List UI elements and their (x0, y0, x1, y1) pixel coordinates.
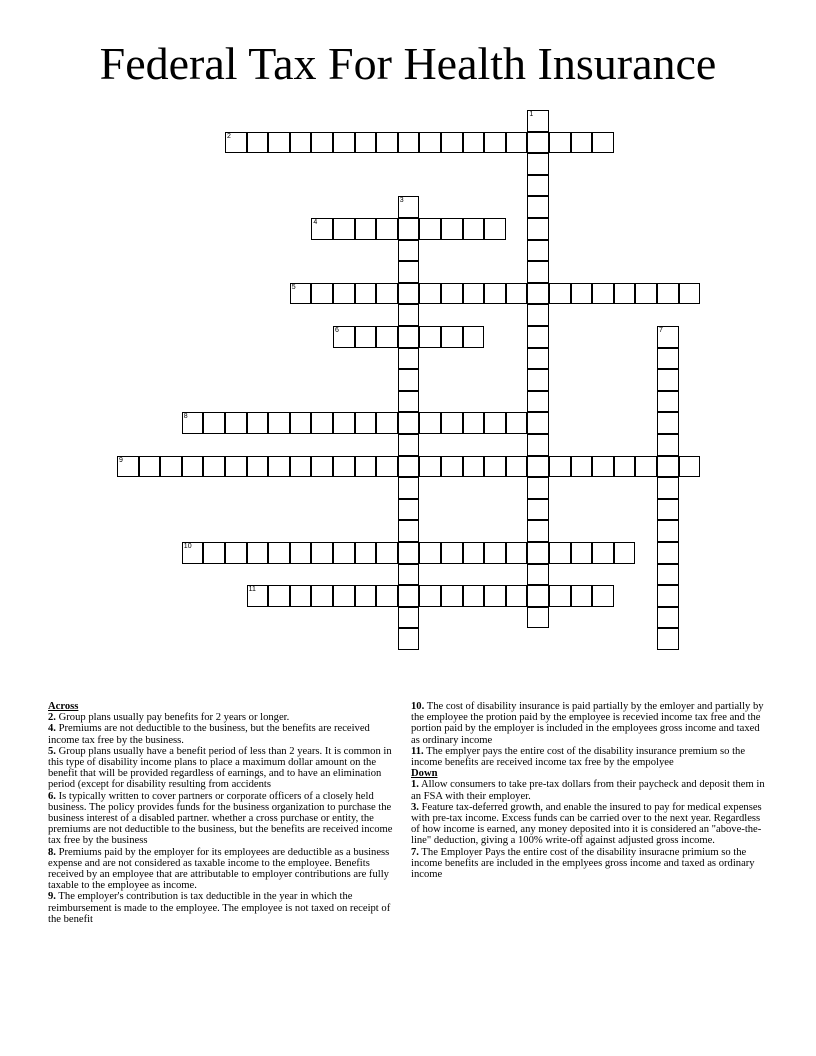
grid-cell[interactable] (657, 520, 679, 542)
grid-cell[interactable] (419, 542, 441, 564)
grid-cell[interactable] (398, 132, 420, 154)
grid-cell[interactable] (441, 412, 463, 434)
grid-cell[interactable] (484, 283, 506, 305)
grid-cell[interactable] (463, 283, 485, 305)
grid-cell[interactable] (549, 585, 571, 607)
grid-cell[interactable] (419, 585, 441, 607)
grid-cell[interactable] (527, 283, 549, 305)
grid-cell[interactable] (527, 153, 549, 175)
grid-cell[interactable] (376, 326, 398, 348)
grid-cell[interactable] (398, 520, 420, 542)
grid-cell[interactable] (571, 456, 593, 478)
grid-cell[interactable] (398, 348, 420, 370)
grid-cell[interactable] (268, 542, 290, 564)
grid-cell[interactable] (419, 456, 441, 478)
grid-cell[interactable] (225, 456, 247, 478)
grid-cell[interactable] (527, 542, 549, 564)
grid-cell[interactable] (527, 110, 549, 132)
clue-across-4: 4. Premiums are not deductible to the business, but the benefits are received income tax free by the business. (48, 723, 370, 746)
clue-number: 9 (119, 456, 123, 464)
clue-down-7: 7. The Employer Pays the entire cost of the disability insuracne primium so the income benefits are included in the emplyees gross income and taxed as ordinary income (411, 846, 755, 881)
grid-cell[interactable] (182, 456, 204, 478)
grid-cell[interactable] (398, 196, 420, 218)
grid-cell[interactable] (657, 391, 679, 413)
grid-cell[interactable] (679, 283, 701, 305)
grid-cell[interactable] (290, 542, 312, 564)
grid-cell[interactable] (549, 456, 571, 478)
grid-cell[interactable] (376, 132, 398, 154)
clue-across-5: 5. Group plans usually have a benefit period of less than 2 years. It is common in this type of disability income plans to place a maximum dollar amount on the benefit that will be provided regardless of earnings, and to have an elimination period (except for disability resulting from accidents (48, 745, 392, 791)
grid-cell[interactable] (290, 456, 312, 478)
grid-cell[interactable] (398, 499, 420, 521)
grid-cell[interactable] (333, 585, 355, 607)
grid-cell[interactable] (527, 564, 549, 586)
grid-cell[interactable] (290, 132, 312, 154)
grid-cell[interactable] (419, 326, 441, 348)
grid-cell[interactable] (657, 585, 679, 607)
grid-cell[interactable] (355, 326, 377, 348)
grid-cell[interactable] (614, 283, 636, 305)
grid-cell[interactable] (527, 326, 549, 348)
grid-cell[interactable] (160, 456, 182, 478)
grid-cell[interactable] (463, 585, 485, 607)
grid-cell[interactable] (506, 456, 528, 478)
clue-across-2: 2. Group plans usually pay benefits for 2 years or longer. (48, 712, 290, 724)
down-heading: Down (411, 768, 438, 780)
grid-cell[interactable] (571, 283, 593, 305)
grid-cell[interactable] (484, 218, 506, 240)
grid-cell[interactable] (614, 542, 636, 564)
grid-cell[interactable] (290, 283, 312, 305)
grid-cell[interactable] (527, 607, 549, 629)
grid-cell[interactable] (376, 283, 398, 305)
grid-cell[interactable] (398, 564, 420, 586)
grid-cell[interactable] (592, 283, 614, 305)
grid-cell[interactable] (592, 585, 614, 607)
grid-cell[interactable] (527, 175, 549, 197)
clues-right-column (411, 701, 769, 880)
clue-number: 5 (291, 283, 296, 291)
grid-cell[interactable] (182, 412, 204, 434)
grid-cell[interactable] (463, 542, 485, 564)
grid-cell[interactable] (203, 456, 225, 478)
grid-cell[interactable] (268, 132, 290, 154)
clue-number: 4 (313, 219, 318, 226)
grid-cell[interactable] (506, 542, 528, 564)
grid-cell[interactable] (527, 520, 549, 542)
grid-cell[interactable] (398, 542, 420, 564)
grid-cell[interactable] (506, 412, 528, 434)
grid-cell[interactable] (441, 132, 463, 154)
grid-cell[interactable] (419, 132, 441, 154)
grid-cell[interactable] (333, 326, 355, 348)
grid-cell[interactable] (290, 412, 312, 434)
grid-cell[interactable] (311, 585, 333, 607)
grid-cell[interactable] (376, 585, 398, 607)
grid-cell[interactable] (527, 240, 549, 262)
grid-cell[interactable] (484, 412, 506, 434)
grid-cell[interactable] (441, 456, 463, 478)
grid-cell[interactable] (657, 283, 679, 305)
grid-cell[interactable] (527, 304, 549, 326)
grid-cell[interactable] (527, 218, 549, 240)
grid-cell[interactable] (311, 412, 333, 434)
grid-cell[interactable] (247, 412, 269, 434)
grid-cell[interactable] (635, 456, 657, 478)
grid-cell[interactable] (549, 132, 571, 154)
grid-cell[interactable] (247, 585, 269, 607)
grid-cell[interactable] (463, 456, 485, 478)
grid-cell[interactable] (311, 218, 333, 240)
grid-cell[interactable] (311, 132, 333, 154)
grid-cell[interactable] (657, 369, 679, 391)
grid-cell[interactable] (527, 477, 549, 499)
grid-cell[interactable] (333, 132, 355, 154)
grid-cell[interactable] (355, 132, 377, 154)
clue-across-8: 8. Premiums paid by the employer for its employees are deductible as a business expense and are not considered as taxable income to the employee. Benefits received by an employee that are attributable to employer contributions are fully taxable to the employee as income. (48, 846, 390, 892)
grid-cell[interactable] (463, 412, 485, 434)
clue-number: 8 (183, 413, 188, 421)
grid-cell[interactable] (657, 542, 679, 564)
grid-cell[interactable] (376, 456, 398, 478)
grid-cell[interactable] (268, 585, 290, 607)
grid-cell[interactable] (527, 499, 549, 521)
clue-number: 2 (227, 132, 231, 140)
grid-cell[interactable] (398, 477, 420, 499)
grid-cell[interactable] (527, 585, 549, 607)
grid-cell[interactable] (419, 218, 441, 240)
grid-cell[interactable] (527, 196, 549, 218)
grid-cell[interactable] (355, 412, 377, 434)
clue-number: 11 (248, 586, 256, 594)
grid-cell[interactable] (463, 326, 485, 348)
grid-cell[interactable] (441, 542, 463, 564)
grid-cell[interactable] (311, 542, 333, 564)
grid-cell[interactable] (614, 456, 636, 478)
grid-cell[interactable] (398, 261, 420, 283)
clue-down-3: 3. Feature tax-deferred growth, and enable the insured to pay for medical expenses with pre-tax income. Excess funds can be carried over to the next year. Regardless of how income is earned, any money deposited into it is considered an "above-the-line" deduction, giving a 100% write-off against adjusted gross income. (411, 801, 762, 847)
grid-cell[interactable] (657, 477, 679, 499)
grid-cell[interactable] (398, 585, 420, 607)
grid-cell[interactable] (635, 283, 657, 305)
clue-across-9: 9. The employer's contribution is tax deductible in the year in which the reimbursement is made to the employee. The employee is not taxed on receipt of the benefit (48, 891, 391, 925)
grid-cell[interactable] (398, 240, 420, 262)
grid-cell[interactable] (376, 412, 398, 434)
grid-cell[interactable] (441, 326, 463, 348)
grid-cell[interactable] (117, 456, 139, 478)
grid-cell[interactable] (527, 391, 549, 413)
grid-cell[interactable] (268, 412, 290, 434)
clue-number: 6 (335, 327, 339, 334)
grid-cell[interactable] (355, 218, 377, 240)
grid-cell[interactable] (657, 607, 679, 629)
clue-across-11: 11. The emplyer pays the entire cost of the disability insurance premium so the income benefits are received income tax free by the empolyee (411, 745, 746, 769)
grid-cell[interactable] (419, 412, 441, 434)
grid-cell[interactable] (484, 132, 506, 154)
grid-cell[interactable] (355, 585, 377, 607)
grid-cell[interactable] (506, 132, 528, 154)
grid-cell[interactable] (333, 412, 355, 434)
grid-cell[interactable] (484, 456, 506, 478)
clue-across-6: 6. Is typically written to cover partners or corporate officers of a closely held business. The policy provides funds for the business organization to purchase the business interest of a disabled partner. whether a cross purchase or entity, the premiums are not deductible to the business, but the benefits are received income tax free by the business (48, 790, 393, 847)
grid-cell[interactable] (247, 542, 269, 564)
grid-cell[interactable] (247, 132, 269, 154)
clue-down-1: 1. Allow consumers to take pre-tax dollars from their paycheck and deposit them in an FSA with their employer. (411, 779, 765, 802)
grid-cell[interactable] (657, 456, 679, 478)
grid-cell[interactable] (398, 304, 420, 326)
grid-cell[interactable] (592, 456, 614, 478)
grid-cell[interactable] (657, 564, 679, 586)
grid-cell[interactable] (376, 218, 398, 240)
grid-cell[interactable] (268, 456, 290, 478)
grid-cell[interactable] (527, 132, 549, 154)
grid-cell[interactable] (527, 456, 549, 478)
grid-cell[interactable] (139, 456, 161, 478)
grid-cell[interactable] (376, 542, 398, 564)
grid-cell[interactable] (441, 585, 463, 607)
grid-cell[interactable] (657, 326, 679, 348)
clue-number: 1 (529, 111, 534, 118)
grid-cell[interactable] (527, 412, 549, 434)
grid-cell[interactable] (333, 283, 355, 305)
grid-cell[interactable] (592, 132, 614, 154)
grid-cell[interactable] (571, 585, 593, 607)
grid-cell[interactable] (398, 607, 420, 629)
grid-cell[interactable] (398, 412, 420, 434)
grid-cell[interactable] (333, 456, 355, 478)
grid-cell[interactable] (398, 434, 420, 456)
grid-cell[interactable] (527, 348, 549, 370)
grid-cell[interactable] (203, 542, 225, 564)
grid-cell[interactable] (657, 628, 679, 650)
grid-cell[interactable] (398, 283, 420, 305)
grid-cell[interactable] (441, 283, 463, 305)
grid-cell[interactable] (225, 132, 247, 154)
grid-cell[interactable] (182, 542, 204, 564)
clue-number: 7 (659, 327, 663, 334)
grid-cell[interactable] (333, 542, 355, 564)
grid-cell[interactable] (311, 456, 333, 478)
grid-cell[interactable] (355, 542, 377, 564)
grid-cell[interactable] (549, 283, 571, 305)
grid-cell[interactable] (398, 391, 420, 413)
clue-number: 10 (183, 543, 192, 550)
grid-cell[interactable] (463, 132, 485, 154)
grid-cell[interactable] (463, 218, 485, 240)
across-heading: Across (48, 701, 79, 712)
clue-across-10: 10. The cost of disability insurance is paid partially by the emloyer and partially by the employee the protion paid by the employee is recevied income tax free and the portion paid by the employer is included in the employees gross income and taxed as ordinary income (411, 701, 764, 746)
grid-cell[interactable] (398, 218, 420, 240)
grid-cell[interactable] (527, 369, 549, 391)
grid-cell[interactable] (484, 585, 506, 607)
grid-cell[interactable] (657, 434, 679, 456)
grid-cell[interactable] (441, 218, 463, 240)
grid-cell[interactable] (571, 132, 593, 154)
grid-cell[interactable] (592, 542, 614, 564)
grid-cell[interactable] (527, 261, 549, 283)
grid-cell[interactable] (419, 283, 441, 305)
clue-number: 3 (399, 197, 404, 205)
grid-cell[interactable] (549, 542, 571, 564)
grid-cell[interactable] (657, 348, 679, 370)
grid-cell[interactable] (506, 585, 528, 607)
grid-cell[interactable] (311, 283, 333, 305)
grid-cell[interactable] (333, 218, 355, 240)
grid-cell[interactable] (355, 283, 377, 305)
grid-cell[interactable] (225, 412, 247, 434)
grid-cell[interactable] (398, 369, 420, 391)
grid-cell[interactable] (203, 412, 225, 434)
grid-cell[interactable] (484, 542, 506, 564)
grid-cell[interactable] (571, 542, 593, 564)
grid-cell[interactable] (290, 585, 312, 607)
clues-left-column (48, 701, 400, 925)
grid-cell[interactable] (398, 628, 420, 650)
grid-cell[interactable] (527, 434, 549, 456)
grid-cell[interactable] (657, 499, 679, 521)
grid-cell[interactable] (247, 456, 269, 478)
page-title: Federal Tax For Health Insurance (99, 38, 717, 89)
grid-cell[interactable] (355, 456, 377, 478)
grid-cell[interactable] (679, 456, 701, 478)
grid-cell[interactable] (398, 456, 420, 478)
grid-cell[interactable] (225, 542, 247, 564)
grid-cell[interactable] (657, 412, 679, 434)
grid-cell[interactable] (398, 326, 420, 348)
grid-cell[interactable] (506, 283, 528, 305)
